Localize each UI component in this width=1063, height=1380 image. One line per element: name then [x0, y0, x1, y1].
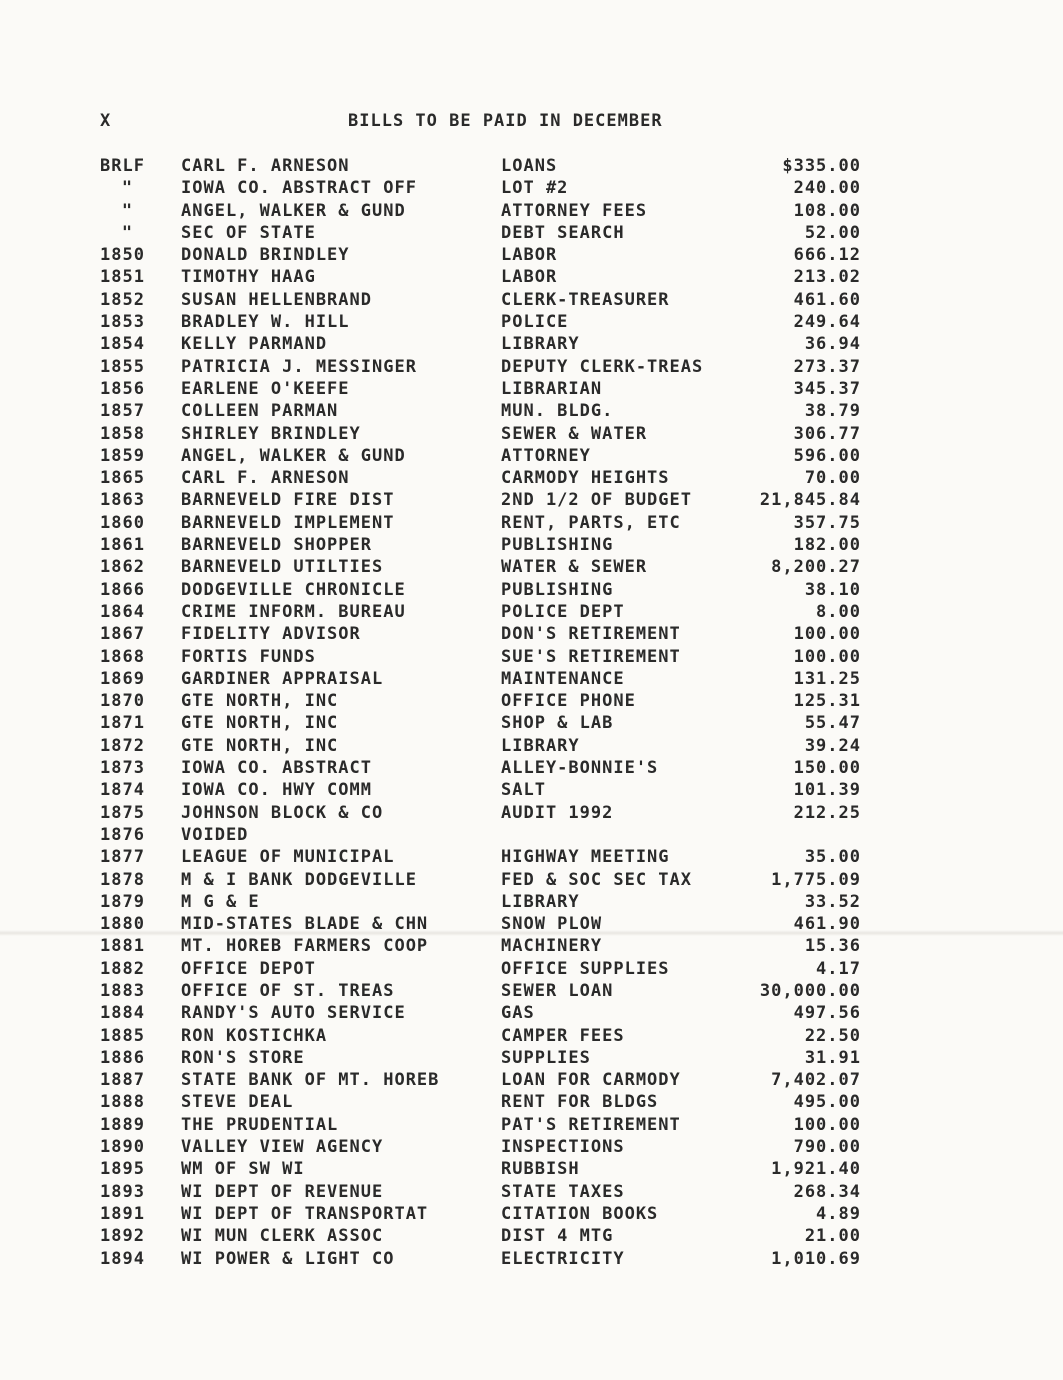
- bill-purpose: OFFICE SUPPLIES: [501, 958, 670, 979]
- check-number: 1860: [100, 512, 145, 533]
- payee-name: RANDY'S AUTO SERVICE: [181, 1003, 406, 1024]
- bill-row: [0, 601, 1063, 623]
- bill-row: [0, 333, 1063, 355]
- bill-purpose: LIBRARY: [501, 334, 580, 355]
- bill-amount: 249.64: [793, 312, 861, 333]
- check-number: 1866: [100, 579, 145, 600]
- bill-purpose: DON'S RETIREMENT: [501, 624, 681, 645]
- bill-row: [0, 913, 1063, 935]
- check-number: ": [121, 222, 134, 243]
- check-number: 1856: [100, 378, 145, 399]
- payee-name: OFFICE OF ST. TREAS: [181, 980, 395, 1001]
- bill-purpose: ATTORNEY: [501, 445, 591, 466]
- bill-row: [0, 445, 1063, 467]
- check-number: 1873: [100, 758, 145, 779]
- bill-row: [0, 869, 1063, 891]
- bill-amount: 52.00: [804, 222, 861, 243]
- bill-purpose: HIGHWAY MEETING: [501, 847, 670, 868]
- check-number: 1895: [100, 1159, 145, 1180]
- bill-row: [0, 1025, 1063, 1047]
- check-number: 1889: [100, 1114, 145, 1135]
- bill-amount: 240.00: [793, 178, 861, 199]
- payee-name: MT. HOREB FARMERS COOP: [181, 936, 429, 957]
- bill-row: [0, 400, 1063, 422]
- check-number: 1882: [100, 958, 145, 979]
- check-number: 1880: [100, 914, 145, 935]
- bill-purpose: SEWER LOAN: [501, 980, 614, 1001]
- bill-row: [0, 712, 1063, 734]
- payee-name: IOWA CO. ABSTRACT OFF: [181, 178, 417, 199]
- bill-row: [0, 155, 1063, 177]
- bill-purpose: SALT: [501, 780, 546, 801]
- bill-purpose: FED & SOC SEC TAX: [501, 869, 692, 890]
- bill-row: [0, 177, 1063, 199]
- bill-purpose: POLICE DEPT: [501, 601, 625, 622]
- bill-row: [0, 757, 1063, 779]
- check-number: 1885: [100, 1025, 145, 1046]
- bill-purpose: SHOP & LAB: [501, 713, 614, 734]
- check-number: 1861: [100, 535, 145, 556]
- bill-purpose: DEPUTY CLERK-TREAS: [501, 356, 704, 377]
- bill-purpose: AUDIT 1992: [501, 802, 614, 823]
- bill-purpose: PUBLISHING: [501, 579, 614, 600]
- check-number: 1869: [100, 668, 145, 689]
- payee-name: FIDELITY ADVISOR: [181, 624, 361, 645]
- payee-name: JOHNSON BLOCK & CO: [181, 802, 384, 823]
- bill-purpose: RUBBISH: [501, 1159, 580, 1180]
- bill-purpose: DIST 4 MTG: [501, 1226, 614, 1247]
- check-number: 1850: [100, 245, 145, 266]
- payee-name: FORTIS FUNDS: [181, 646, 316, 667]
- payee-name: VOIDED: [181, 824, 249, 845]
- bill-amount: 38.10: [804, 579, 861, 600]
- payee-name: GTE NORTH, INC: [181, 713, 339, 734]
- payee-name: CARL F. ARNESON: [181, 468, 350, 489]
- bill-purpose: SNOW PLOW: [501, 914, 603, 935]
- bill-amount: 70.00: [804, 468, 861, 489]
- check-number: 1893: [100, 1181, 145, 1202]
- payee-name: THE PRUDENTIAL: [181, 1114, 339, 1135]
- bill-amount: 4.89: [816, 1203, 861, 1224]
- check-number: 1878: [100, 869, 145, 890]
- bill-amount: 273.37: [793, 356, 861, 377]
- check-number: 1894: [100, 1248, 145, 1269]
- bill-row: [0, 467, 1063, 489]
- bill-amount: 596.00: [793, 445, 861, 466]
- bill-amount: 131.25: [793, 668, 861, 689]
- bill-row: [0, 1091, 1063, 1113]
- check-number: 1876: [100, 824, 145, 845]
- check-number: 1855: [100, 356, 145, 377]
- bill-row: [0, 289, 1063, 311]
- bill-purpose: LABOR: [501, 267, 558, 288]
- check-number: 1854: [100, 334, 145, 355]
- check-number: 1864: [100, 601, 145, 622]
- payee-name: GTE NORTH, INC: [181, 735, 339, 756]
- payee-name: IOWA CO. HWY COMM: [181, 780, 372, 801]
- bill-purpose: LOAN FOR CARMODY: [501, 1070, 681, 1091]
- bill-purpose: MUN. BLDG.: [501, 401, 614, 422]
- bill-row: [0, 690, 1063, 712]
- document-title: BILLS TO BE PAID IN DECEMBER: [348, 111, 663, 131]
- payee-name: GARDINER APPRAISAL: [181, 668, 384, 689]
- bill-amount: 268.34: [793, 1181, 861, 1202]
- check-number: 1888: [100, 1092, 145, 1113]
- check-number: 1872: [100, 735, 145, 756]
- bill-amount: 1,010.69: [771, 1248, 861, 1269]
- bill-row: [0, 980, 1063, 1002]
- payee-name: STATE BANK OF MT. HOREB: [181, 1070, 440, 1091]
- bill-purpose: RENT, PARTS, ETC: [501, 512, 681, 533]
- bill-row: [0, 378, 1063, 400]
- payee-name: WI MUN CLERK ASSOC: [181, 1226, 384, 1247]
- payee-name: WI DEPT OF REVENUE: [181, 1181, 384, 1202]
- check-number: 1884: [100, 1003, 145, 1024]
- bill-row: [0, 668, 1063, 690]
- payee-name: TIMOTHY HAAG: [181, 267, 316, 288]
- bill-purpose: STATE TAXES: [501, 1181, 625, 1202]
- bill-amount: 108.00: [793, 200, 861, 221]
- bill-row: [0, 200, 1063, 222]
- bill-purpose: ALLEY-BONNIE'S: [501, 758, 659, 779]
- bill-purpose: SEWER & WATER: [501, 423, 648, 444]
- payee-name: SEC OF STATE: [181, 222, 316, 243]
- bill-purpose: 2ND 1/2 OF BUDGET: [501, 490, 692, 511]
- bill-amount: 1,921.40: [771, 1159, 861, 1180]
- payee-name: KELLY PARMAND: [181, 334, 328, 355]
- payee-name: RON KOSTICHKA: [181, 1025, 328, 1046]
- bill-purpose: LIBRARY: [501, 891, 580, 912]
- bill-row: [0, 222, 1063, 244]
- bill-purpose: CAMPER FEES: [501, 1025, 625, 1046]
- bill-row: [0, 244, 1063, 266]
- bill-purpose: MAINTENANCE: [501, 668, 625, 689]
- bill-row: [0, 1002, 1063, 1024]
- payee-name: WI DEPT OF TRANSPORTAT: [181, 1203, 429, 1224]
- bill-row: [0, 1047, 1063, 1069]
- check-number: 1858: [100, 423, 145, 444]
- payee-name: EARLENE O'KEEFE: [181, 378, 350, 399]
- bill-purpose: DEBT SEARCH: [501, 222, 625, 243]
- bill-row: [0, 1225, 1063, 1247]
- payee-name: COLLEEN PARMAN: [181, 401, 339, 422]
- bill-amount: 212.25: [793, 802, 861, 823]
- bill-amount: 666.12: [793, 245, 861, 266]
- bill-row: [0, 356, 1063, 378]
- payee-name: WI POWER & LIGHT CO: [181, 1248, 395, 1269]
- bill-row: [0, 646, 1063, 668]
- bill-amount: 33.52: [804, 891, 861, 912]
- check-number: 1853: [100, 312, 145, 333]
- check-number: 1852: [100, 289, 145, 310]
- check-number: 1851: [100, 267, 145, 288]
- check-number: 1891: [100, 1203, 145, 1224]
- payee-name: OFFICE DEPOT: [181, 958, 316, 979]
- payee-name: RON'S STORE: [181, 1047, 305, 1068]
- bill-row: [0, 1158, 1063, 1180]
- check-number: 1881: [100, 936, 145, 957]
- bill-row: [0, 779, 1063, 801]
- bill-row: [0, 489, 1063, 511]
- bill-row: [0, 1248, 1063, 1270]
- payee-name: IOWA CO. ABSTRACT: [181, 758, 372, 779]
- payee-name: M & I BANK DODGEVILLE: [181, 869, 417, 890]
- bill-amount: 22.50: [804, 1025, 861, 1046]
- bill-purpose: LOANS: [501, 156, 558, 176]
- bill-amount: 306.77: [793, 423, 861, 444]
- check-number: 1862: [100, 557, 145, 578]
- bill-amount: 8,200.27: [771, 557, 861, 578]
- bill-purpose: LIBRARIAN: [501, 378, 603, 399]
- bill-purpose: GAS: [501, 1003, 535, 1024]
- bill-amount: 150.00: [793, 758, 861, 779]
- bill-purpose: LOT #2: [501, 178, 569, 199]
- payee-name: SUSAN HELLENBRAND: [181, 289, 372, 310]
- bill-amount: 21,845.84: [759, 490, 861, 511]
- bill-amount: 35.00: [804, 847, 861, 868]
- payee-name: DODGEVILLE CHRONICLE: [181, 579, 406, 600]
- bill-row: [0, 802, 1063, 824]
- bill-purpose: INSPECTIONS: [501, 1137, 625, 1158]
- bill-row: [0, 534, 1063, 556]
- bill-row: [0, 556, 1063, 578]
- check-number: ": [121, 178, 134, 199]
- bill-amount: 31.91: [804, 1047, 861, 1068]
- bill-row: [0, 623, 1063, 645]
- bill-purpose: SUPPLIES: [501, 1047, 591, 1068]
- payee-name: WM OF SW WI: [181, 1159, 305, 1180]
- bill-amount: 461.60: [793, 289, 861, 310]
- check-number: 1859: [100, 445, 145, 466]
- bill-amount: 21.00: [804, 1226, 861, 1247]
- check-number: ": [121, 200, 134, 221]
- payee-name: GTE NORTH, INC: [181, 691, 339, 712]
- check-number: 1890: [100, 1137, 145, 1158]
- bills-table: [0, 155, 1063, 1270]
- bill-purpose: OFFICE PHONE: [501, 691, 636, 712]
- bill-amount: 790.00: [793, 1137, 861, 1158]
- bill-amount: 100.00: [793, 1114, 861, 1135]
- bill-row: [0, 735, 1063, 757]
- bill-amount: 4.17: [816, 958, 861, 979]
- bill-purpose: SUE'S RETIREMENT: [501, 646, 681, 667]
- bill-purpose: WATER & SEWER: [501, 557, 648, 578]
- payee-name: BARNEVELD FIRE DIST: [181, 490, 395, 511]
- bill-row: [0, 512, 1063, 534]
- bill-row: [0, 1136, 1063, 1158]
- bill-amount: 182.00: [793, 535, 861, 556]
- check-number: 1879: [100, 891, 145, 912]
- payee-name: LEAGUE OF MUNICIPAL: [181, 847, 395, 868]
- bill-amount: 101.39: [793, 780, 861, 801]
- payee-name: STEVE DEAL: [181, 1092, 294, 1113]
- bill-purpose: MACHINERY: [501, 936, 603, 957]
- bill-row: [0, 1069, 1063, 1091]
- check-number: 1867: [100, 624, 145, 645]
- bill-row: [0, 824, 1063, 846]
- bill-amount: 15.36: [804, 936, 861, 957]
- payee-name: BARNEVELD SHOPPER: [181, 535, 372, 556]
- bill-row: [0, 266, 1063, 288]
- bill-amount: 36.94: [804, 334, 861, 355]
- bill-row: [0, 1181, 1063, 1203]
- check-number: 1874: [100, 780, 145, 801]
- bill-row: [0, 891, 1063, 913]
- bill-amount: 30,000.00: [759, 980, 861, 1001]
- header-mark: X: [100, 111, 112, 131]
- bill-purpose: CITATION BOOKS: [501, 1203, 659, 1224]
- bill-amount: 55.47: [804, 713, 861, 734]
- check-number: 1868: [100, 646, 145, 667]
- bill-amount: 39.24: [804, 735, 861, 756]
- check-number: 1883: [100, 980, 145, 1001]
- bill-row: [0, 1203, 1063, 1225]
- bill-purpose: ELECTRICITY: [501, 1248, 625, 1269]
- check-number: 1857: [100, 401, 145, 422]
- bill-amount: 125.31: [793, 691, 861, 712]
- bill-row: [0, 579, 1063, 601]
- bill-row: [0, 311, 1063, 333]
- bill-row: [0, 935, 1063, 957]
- payee-name: BRADLEY W. HILL: [181, 312, 350, 333]
- payee-name: BARNEVELD UTILTIES: [181, 557, 384, 578]
- payee-name: CARL F. ARNESON: [181, 156, 350, 176]
- check-number: 1886: [100, 1047, 145, 1068]
- bill-amount: 497.56: [793, 1003, 861, 1024]
- check-number: 1871: [100, 713, 145, 734]
- payee-name: SHIRLEY BRINDLEY: [181, 423, 361, 444]
- bill-amount: 8.00: [816, 601, 861, 622]
- payee-name: ANGEL, WALKER & GUND: [181, 445, 406, 466]
- check-number: 1863: [100, 490, 145, 511]
- bill-amount: $335.00: [782, 156, 861, 176]
- bill-amount: 357.75: [793, 512, 861, 533]
- payee-name: VALLEY VIEW AGENCY: [181, 1137, 384, 1158]
- bill-amount: 1,775.09: [771, 869, 861, 890]
- bill-amount: 213.02: [793, 267, 861, 288]
- check-number: BRLF: [100, 156, 145, 176]
- payee-name: MID-STATES BLADE & CHN: [181, 914, 429, 935]
- bill-purpose: CARMODY HEIGHTS: [501, 468, 670, 489]
- bill-amount: 100.00: [793, 646, 861, 667]
- bill-amount: 495.00: [793, 1092, 861, 1113]
- check-number: 1875: [100, 802, 145, 823]
- bill-purpose: LIBRARY: [501, 735, 580, 756]
- bill-amount: 38.79: [804, 401, 861, 422]
- payee-name: CRIME INFORM. BUREAU: [181, 601, 406, 622]
- bill-amount: 345.37: [793, 378, 861, 399]
- bill-purpose: CLERK-TREASURER: [501, 289, 670, 310]
- payee-name: DONALD BRINDLEY: [181, 245, 350, 266]
- bill-row: [0, 846, 1063, 868]
- payee-name: M G & E: [181, 891, 260, 912]
- payee-name: PATRICIA J. MESSINGER: [181, 356, 417, 377]
- payee-name: ANGEL, WALKER & GUND: [181, 200, 406, 221]
- check-number: 1892: [100, 1226, 145, 1247]
- bill-amount: 7,402.07: [771, 1070, 861, 1091]
- bill-row: [0, 958, 1063, 980]
- bill-purpose: PAT'S RETIREMENT: [501, 1114, 681, 1135]
- bill-row: [0, 423, 1063, 445]
- bill-purpose: LABOR: [501, 245, 558, 266]
- bill-purpose: ATTORNEY FEES: [501, 200, 648, 221]
- bill-purpose: RENT FOR BLDGS: [501, 1092, 659, 1113]
- bill-amount: 461.90: [793, 914, 861, 935]
- payee-name: BARNEVELD IMPLEMENT: [181, 512, 395, 533]
- check-number: 1870: [100, 691, 145, 712]
- check-number: 1887: [100, 1070, 145, 1091]
- check-number: 1877: [100, 847, 145, 868]
- bill-purpose: POLICE: [501, 312, 569, 333]
- check-number: 1865: [100, 468, 145, 489]
- bill-purpose: PUBLISHING: [501, 535, 614, 556]
- bill-row: [0, 1114, 1063, 1136]
- bill-amount: 100.00: [793, 624, 861, 645]
